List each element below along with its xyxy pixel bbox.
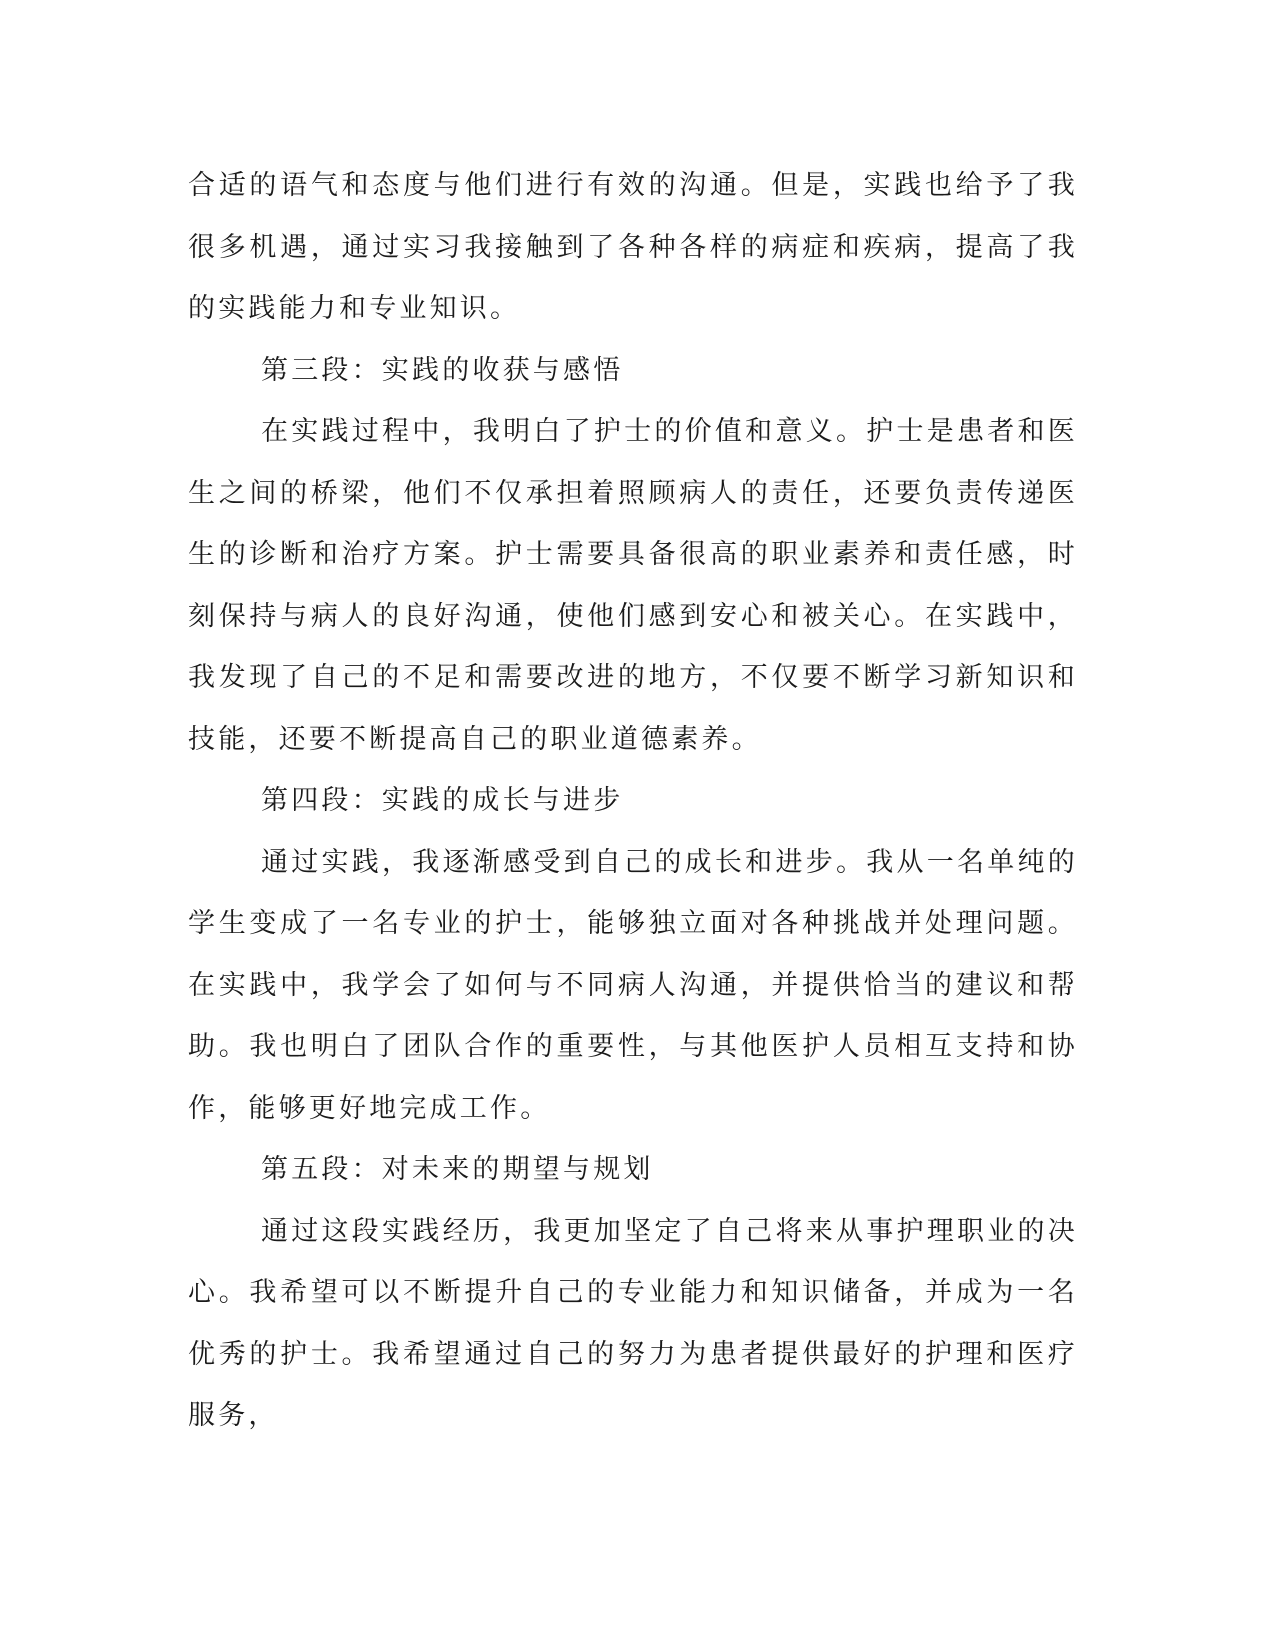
section-heading-3: 第三段：实践的收获与感悟: [261, 354, 624, 386]
document-body: [188, 155, 1078, 1447]
paragraph-section-3: 在实践过程中，我明白了护士的价值和意义。护士是患者和医生之间的桥梁，他们不仅承担着照顾病人的责任，还要负责传递医生的诊断和治疗方案。护士需要具备很高的职业素养和责任感，时刻保持与病人的良好沟通，使他们感到安心和被关心。在实践中，我发现了自己的不足和需要改进的地方，不仅要不断学习新知识和技能，还要不断提高自己的职业道德素养。: [188, 416, 1078, 755]
section-heading-4: 第四段：实践的成长与进步: [261, 785, 624, 816]
paragraph-continuation: 合适的语气和态度与他们进行有效的沟通。但是，实践也给予了我很多机遇，通过实习我接触到了各种各样的病症和疾病，提高了我的实践能力和专业知识。: [188, 170, 1078, 324]
paragraph-section-5: 通过这段实践经历，我更加坚定了自己将来从事护理职业的决心。我希望可以不断提升自己的专业能力和知识储备，并成为一名优秀的护士。我希望通过自己的努力为患者提供最好的护理和医疗服务，: [188, 1215, 1078, 1431]
section-heading-5: 第五段：对未来的期望与规划: [261, 1154, 654, 1185]
paragraph-section-4: 通过实践，我逐渐感受到自己的成长和进步。我从一名单纯的学生变成了一名专业的护士，能够独立面对各种挑战并处理问题。在实践中，我学会了如何与不同病人沟通，并提供恰当的建议和帮助。我也明白了团队合作的重要性，与其他医护人员相互支持和协作，能够更好地完成工作。: [188, 846, 1078, 1124]
